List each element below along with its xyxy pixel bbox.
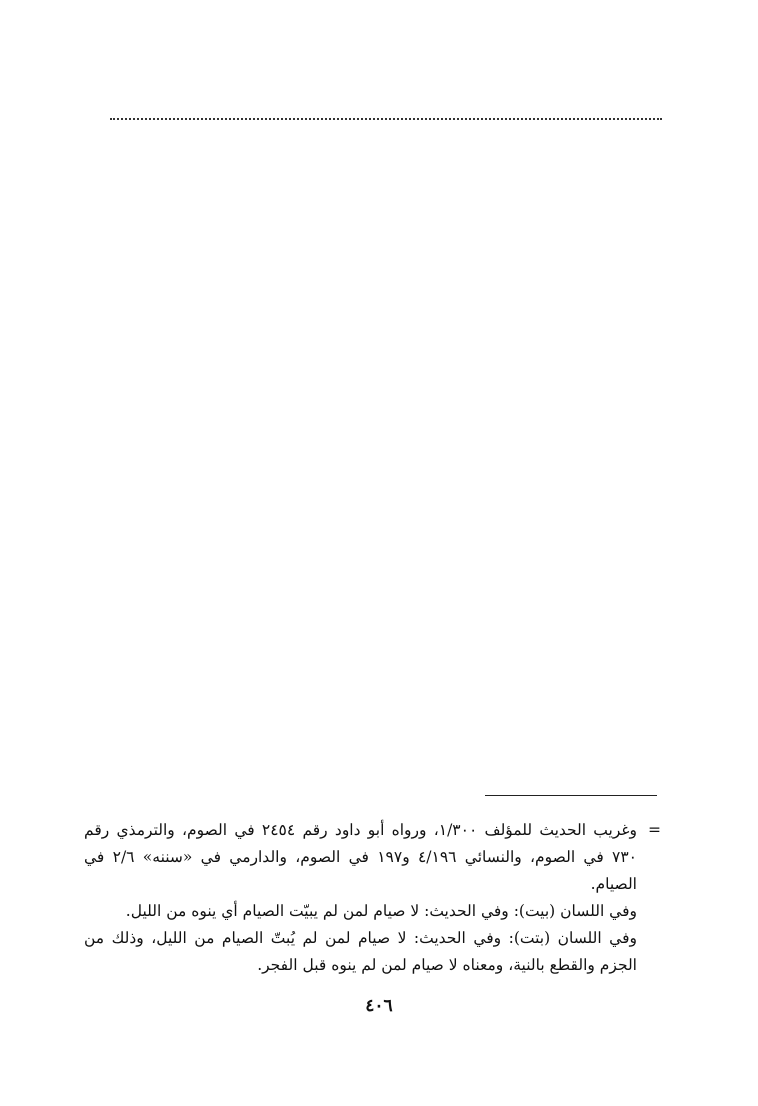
footnotes	[84, 817, 637, 979]
continuation-mark: =	[648, 821, 661, 839]
footnote-paragraph: وفي اللسان (بتت): وفي الحديث: لا صيام لمن لم يُبتّ الصيام من الليل، وذلك من الجزم والقطع بالنية، ومعناه لا صيام لمن لم ينوه قبل الفجر.	[84, 929, 637, 974]
dotted-divider	[110, 118, 662, 120]
footnote-separator	[485, 795, 657, 796]
footnote-paragraph: وغريب الحديث للمؤلف ١/٣٠٠، ورواه أبو داود رقم ٢٤٥٤ في الصوم، والترمذي رقم ٧٣٠ في الصوم، والنسائي ٤/١٩٦ و١٩٧ في الصوم، والدارمي في «سننه» ٢/٦ في الصيام.	[84, 821, 638, 893]
footnote-paragraph: وفي اللسان (بيت): وفي الحديث: لا صيام لمن لم يبيّت الصيام أي ينوه من الليل.	[125, 902, 637, 920]
page-number: ٤٠٦	[365, 996, 393, 1016]
